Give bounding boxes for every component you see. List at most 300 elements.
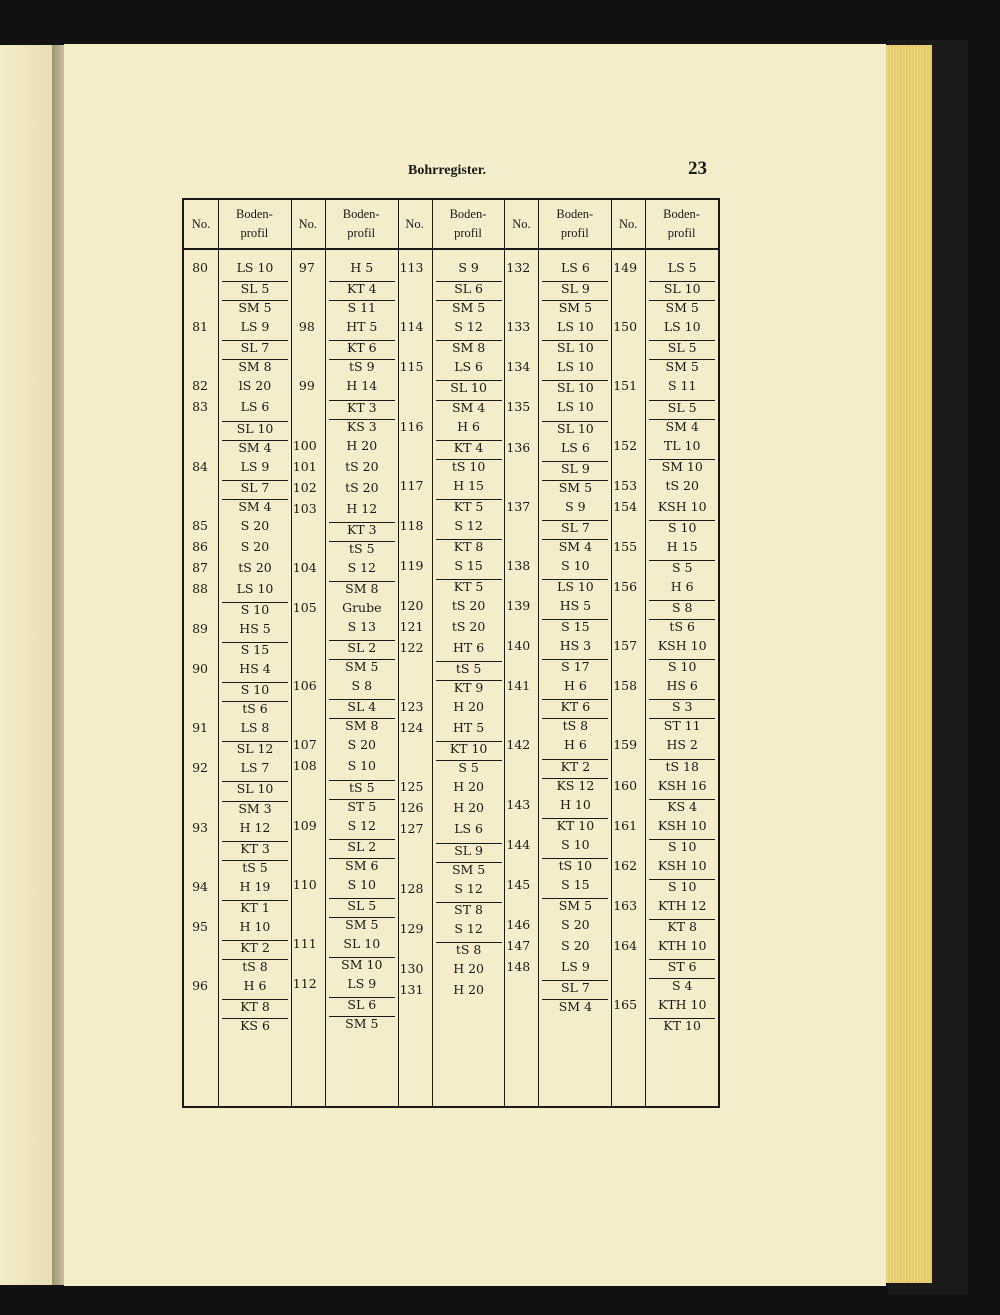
entry-number: 101 [292, 458, 317, 474]
column-divider [432, 200, 433, 1106]
header-profile: Boden- profil [235, 207, 273, 240]
profile-line: KT 8 [222, 999, 288, 1014]
profile-line: tS 20 [451, 619, 486, 634]
profile-line: LS 10 [542, 579, 608, 594]
entry-number: 148 [506, 958, 531, 974]
profile-line: LS 10 [557, 319, 594, 335]
profile-line: KT 5 [436, 499, 502, 514]
profile-line: SM 4 [542, 999, 608, 1014]
entry-number: 80 [192, 260, 208, 275]
profile-line: H 6 [243, 978, 267, 993]
profile-line: SL 5 [649, 400, 715, 415]
entry-number: 94 [192, 878, 208, 894]
column-divider [218, 200, 219, 1106]
profile-line: HT 5 [346, 319, 378, 335]
profile-line: tS 10 [436, 459, 502, 474]
profile-line: SM 5 [436, 300, 502, 315]
profile-line: KTH 10 [657, 937, 707, 953]
entry-number: 160 [613, 777, 638, 793]
profile-line: LS 9 [240, 319, 270, 335]
profile-line: ST 8 [436, 902, 502, 917]
profile-line: S 9 [458, 260, 479, 275]
entry-number: 124 [399, 720, 424, 736]
entry-number: 112 [292, 976, 317, 992]
profile-line: SM 5 [329, 659, 395, 674]
header-divider [184, 248, 718, 250]
profile-line: SM 4 [649, 419, 715, 434]
profile-line: SM 5 [542, 300, 608, 315]
profile-line: KT 10 [649, 1018, 715, 1033]
profile-line: HS 3 [559, 638, 592, 654]
profile-line: S 4 [649, 978, 715, 993]
entry-number: 128 [399, 880, 424, 896]
page-number: 23 [688, 158, 707, 179]
profile-line: H 20 [453, 699, 484, 715]
entry-number: 129 [399, 920, 424, 936]
profile-line: KT 10 [436, 741, 502, 756]
profile-line: LS 10 [557, 399, 594, 415]
profile-line: SM 4 [222, 440, 288, 455]
entry-number: 133 [506, 319, 531, 335]
entry-number: 146 [506, 916, 531, 932]
entry-number: 154 [613, 498, 638, 514]
profile-line: H 6 [457, 418, 480, 434]
profile-line: LS 5 [667, 260, 697, 275]
profile-line: S 15 [222, 642, 288, 657]
profile-line: H 12 [346, 500, 378, 516]
profile-line: LS 10 [236, 260, 274, 275]
header-no: No. [298, 216, 317, 231]
profile-line: KS 3 [329, 419, 395, 434]
entry-number: 81 [192, 319, 208, 335]
entry-number: 158 [613, 678, 638, 694]
entry-number: 109 [292, 817, 317, 833]
profile-line: LS 6 [454, 359, 483, 375]
entry-number: 136 [506, 439, 531, 455]
profile-line: KT 4 [436, 440, 502, 455]
header-profile: Boden- profil [342, 207, 380, 240]
profile-line: KSH 10 [657, 638, 707, 654]
entry-number: 121 [399, 619, 424, 634]
profile-line: H 6 [563, 678, 587, 694]
profile-line: LS 7 [240, 760, 270, 776]
entry-number: 149 [613, 260, 638, 275]
page-edges [880, 45, 932, 1283]
profile-line: HS 5 [239, 620, 271, 636]
profile-line: SL 9 [542, 461, 608, 476]
entry-number: 122 [399, 640, 424, 655]
entry-number: 151 [613, 378, 638, 394]
profile-line: KT 3 [329, 522, 395, 537]
profile-line: H 15 [453, 477, 484, 493]
profile-line: S 12 [454, 319, 483, 335]
profile-line: LS 10 [557, 359, 594, 375]
profile-line: S 5 [649, 560, 715, 575]
profile-line: S 9 [565, 498, 586, 514]
column-divider [611, 200, 612, 1106]
profile-line: S 20 [561, 916, 590, 932]
entry-number: 99 [298, 378, 315, 394]
profile-line: TL 10 [663, 437, 701, 453]
entry-number: 163 [613, 897, 638, 913]
entry-number: 138 [506, 557, 531, 573]
profile-line: KT 6 [329, 340, 395, 355]
profile-line: LS 10 [663, 319, 701, 335]
entry-number: 127 [399, 821, 424, 837]
profile-line: S 10 [649, 839, 715, 854]
profile-line: SM 5 [329, 917, 395, 932]
profile-line: SM 10 [329, 957, 395, 972]
entry-number: 125 [399, 779, 424, 795]
profile-line: tS 8 [542, 718, 608, 733]
profile-line: S 11 [667, 378, 697, 394]
entry-number: 106 [292, 678, 317, 694]
entry-number: 123 [399, 699, 424, 715]
profile-line: tS 5 [329, 541, 395, 556]
profile-line: SM 6 [329, 858, 395, 873]
entry-number: 89 [192, 620, 208, 636]
entry-number: 150 [613, 319, 638, 335]
entry-number: 137 [506, 498, 531, 514]
profile-line: HT 6 [453, 640, 485, 655]
entry-number: 98 [298, 319, 315, 335]
profile-line: KT 4 [329, 281, 395, 296]
entry-number: 120 [399, 598, 424, 613]
profile-line: SL 10 [222, 781, 288, 796]
profile-line: SM 5 [436, 862, 502, 877]
entry-number: 132 [506, 260, 531, 275]
entry-number: 117 [399, 477, 424, 493]
profile-line: tS 8 [222, 959, 288, 974]
profile-line: H 20 [453, 779, 484, 795]
profile-line: SM 10 [649, 459, 715, 474]
profile-line: ST 6 [649, 959, 715, 974]
profile-line: S 15 [561, 876, 590, 892]
profile-line: KTH 10 [657, 997, 707, 1013]
entry-number: 162 [613, 857, 638, 873]
profile-line: tS 20 [345, 479, 379, 495]
entry-number: 143 [506, 796, 531, 812]
profile-line: H 20 [453, 800, 484, 816]
profile-line: H 20 [453, 981, 484, 997]
profile-line: S 12 [454, 517, 483, 533]
entry-number: 114 [399, 319, 424, 335]
profile-line: S 10 [561, 557, 590, 573]
profile-line: ST 11 [649, 718, 715, 733]
profile-line: S 10 [222, 682, 288, 697]
profile-line: lS 20 [238, 378, 272, 394]
profile-line: SM 5 [542, 898, 608, 913]
profile-line: S 15 [454, 557, 483, 573]
column-divider [325, 200, 326, 1106]
profile-line: KT 2 [222, 940, 288, 955]
profile-line: SL 10 [222, 421, 288, 436]
column-divider [291, 200, 292, 1106]
entry-number: 91 [192, 720, 208, 736]
profile-line: H 20 [346, 437, 378, 453]
profile-line: SL 6 [436, 281, 502, 296]
profile-line: SL 10 [542, 380, 608, 395]
profile-line: tS 10 [542, 858, 608, 873]
header-profile: Boden- profil [449, 207, 487, 240]
entry-number: 144 [506, 836, 531, 852]
profile-line: KSH 16 [657, 777, 707, 793]
profile-line: ST 5 [329, 799, 395, 814]
profile-line: SM 5 [649, 359, 715, 374]
entry-number: 96 [192, 978, 208, 993]
profile-line: SM 8 [329, 718, 395, 733]
entry-number: 139 [506, 598, 531, 613]
profile-line: S 12 [454, 920, 483, 936]
entry-number: 118 [399, 517, 424, 533]
entry-number: 107 [292, 737, 317, 753]
entry-number: 85 [192, 517, 208, 533]
profile-line: KTH 12 [657, 897, 707, 913]
profile-line: Grube [342, 599, 382, 615]
profile-line: SM 5 [649, 300, 715, 315]
profile-line: KSH 10 [657, 498, 707, 514]
header-no: No. [512, 216, 531, 231]
profile-line: SL 10 [343, 936, 381, 951]
profile-line: LS 8 [240, 720, 270, 736]
column-divider [645, 200, 646, 1106]
profile-line: S 10 [347, 758, 377, 774]
profile-line: tS 6 [222, 701, 288, 716]
column-divider [538, 200, 539, 1106]
profile-line: SL 4 [329, 699, 395, 714]
profile-line: LS 6 [454, 821, 483, 837]
column-divider [398, 200, 399, 1106]
profile-line: S 12 [347, 817, 377, 833]
entry-number: 119 [399, 557, 424, 573]
profile-line: HS 6 [666, 678, 698, 694]
header-no: No. [618, 216, 638, 231]
profile-line: tS 18 [649, 759, 715, 774]
profile-line: HT 5 [453, 720, 485, 736]
profile-line: tS 8 [436, 942, 502, 957]
profile-line: S 10 [649, 520, 715, 535]
profile-line: tS 20 [345, 458, 379, 474]
profile-line: LS 6 [240, 399, 270, 415]
profile-line: S 10 [222, 602, 288, 617]
entry-number: 97 [298, 260, 315, 275]
entry-number: 152 [613, 437, 638, 453]
entry-number: 90 [192, 661, 208, 676]
entry-number: 126 [399, 800, 424, 816]
profile-line: SL 10 [542, 421, 608, 436]
profile-line: H 10 [560, 796, 591, 812]
profile-line: KT 10 [542, 818, 608, 833]
profile-line: KSH 10 [657, 857, 707, 873]
profile-line: KT 9 [436, 680, 502, 695]
profile-line: tS 20 [451, 598, 486, 613]
entry-number: 159 [613, 737, 638, 753]
profile-line: LS 9 [240, 458, 270, 474]
profile-line: LS 10 [236, 580, 274, 596]
profile-line: SL 5 [222, 281, 288, 296]
entry-number: 142 [506, 737, 531, 753]
entry-number: 100 [292, 437, 317, 453]
entry-number: 104 [292, 559, 317, 575]
entry-number: 113 [399, 260, 424, 275]
profile-line: SM 5 [222, 300, 288, 315]
profile-line: SM 3 [222, 801, 288, 816]
profile-line: HS 4 [239, 661, 271, 676]
entry-number: 83 [192, 399, 208, 415]
profile-line: H 6 [563, 737, 587, 753]
profile-line: SL 9 [436, 843, 502, 858]
profile-line: S 10 [561, 836, 590, 852]
profile-line: H 10 [239, 918, 271, 934]
profile-line: KS 12 [542, 778, 608, 793]
entry-number: 111 [292, 936, 317, 951]
profile-line: LS 6 [560, 439, 590, 455]
entry-number: 147 [506, 937, 531, 953]
entry-number: 115 [399, 359, 424, 375]
column-divider [504, 200, 505, 1106]
profile-line: SM 4 [436, 400, 502, 415]
profile-line: S 8 [351, 678, 373, 694]
profile-line: SL 10 [649, 281, 715, 296]
header-no: No. [191, 216, 211, 231]
profile-line: HS 5 [559, 598, 592, 613]
profile-line: tS 6 [649, 619, 715, 634]
profile-line: SL 12 [222, 741, 288, 756]
profile-line: S 12 [347, 559, 377, 575]
entry-number: 153 [613, 477, 638, 493]
profile-line: H 5 [350, 260, 374, 275]
header-profile: Boden- profil [556, 207, 594, 240]
profile-line: SL 7 [222, 340, 288, 355]
profile-line: tS 20 [665, 477, 699, 493]
profile-line: SM 8 [222, 359, 288, 374]
entry-number: 131 [399, 981, 424, 997]
profile-line: SM 4 [222, 499, 288, 514]
profile-line: KSH 10 [657, 817, 707, 833]
entry-number: 103 [292, 500, 317, 516]
profile-line: S 17 [542, 659, 608, 674]
entry-number: 164 [613, 937, 638, 953]
header-profile: Boden- profil [663, 207, 700, 240]
entry-number: 95 [192, 918, 208, 934]
header-no: No. [405, 216, 424, 231]
profile-line: H 6 [670, 578, 694, 594]
entry-number: 93 [192, 819, 208, 835]
profile-line: tS 5 [329, 780, 395, 795]
profile-line: KT 5 [436, 579, 502, 594]
entry-number: 135 [506, 399, 531, 415]
bohrregister-table [182, 198, 720, 1108]
profile-line: KT 8 [649, 919, 715, 934]
profile-line: H 14 [346, 378, 378, 394]
profile-line: LS 9 [560, 958, 590, 974]
profile-line: SM 8 [436, 340, 502, 355]
profile-line: KT 3 [222, 841, 288, 856]
entry-number: 92 [192, 760, 208, 776]
profile-line: tS 9 [329, 359, 395, 374]
profile-line: SM 8 [329, 581, 395, 596]
profile-line: SL 2 [329, 839, 395, 854]
profile-line: S 20 [240, 538, 270, 554]
profile-line: SL 6 [329, 997, 395, 1012]
entry-number: 84 [192, 458, 208, 474]
profile-line: KT 1 [222, 900, 288, 915]
profile-line: SM 4 [542, 539, 608, 554]
left-page-edge [0, 45, 52, 1285]
entry-number: 161 [613, 817, 638, 833]
profile-line: S 10 [649, 879, 715, 894]
profile-line: KT 8 [436, 539, 502, 554]
profile-line: S 10 [649, 659, 715, 674]
profile-line: S 20 [240, 517, 270, 533]
profile-line: KS 4 [649, 799, 715, 814]
entry-number: 130 [399, 960, 424, 976]
profile-line: SL 5 [649, 340, 715, 355]
profile-line: LS 9 [347, 976, 377, 992]
entry-number: 108 [292, 758, 317, 774]
entry-number: 156 [613, 578, 638, 594]
profile-line: S 3 [649, 699, 715, 714]
profile-line: SL 7 [222, 480, 288, 495]
profile-line: SM 5 [542, 480, 608, 495]
entry-number: 82 [192, 378, 208, 394]
profile-line: SL 7 [542, 980, 608, 995]
profile-line: S 12 [454, 880, 483, 896]
entry-number: 102 [292, 479, 317, 495]
profile-line: SL 5 [329, 898, 395, 913]
profile-line: HS 2 [666, 737, 698, 753]
profile-line: S 13 [347, 619, 377, 634]
profile-line: H 15 [666, 538, 698, 554]
profile-line: H 12 [239, 819, 271, 835]
profile-line: LS 6 [560, 260, 590, 275]
profile-line: KT 2 [542, 759, 608, 774]
profile-line: H 19 [239, 878, 271, 894]
entry-number: 87 [192, 559, 208, 575]
profile-line: S 10 [347, 876, 377, 892]
entry-number: 157 [613, 638, 638, 654]
profile-line: SL 9 [542, 281, 608, 296]
profile-line: S 5 [436, 760, 502, 775]
entry-number: 86 [192, 538, 208, 554]
profile-line: H 20 [453, 960, 484, 976]
entry-number: 88 [192, 580, 208, 596]
entry-number: 134 [506, 359, 531, 375]
entry-number: 140 [506, 638, 531, 654]
profile-line: S 11 [329, 300, 395, 315]
profile-line: KT 6 [542, 699, 608, 714]
running-head: Bohrregister. [408, 163, 487, 178]
profile-line: S 8 [649, 600, 715, 615]
profile-line: KT 3 [329, 400, 395, 415]
entry-number: 165 [613, 997, 638, 1013]
profile-line: SL 10 [542, 340, 608, 355]
profile-line: tS 20 [238, 559, 272, 575]
profile-line: SL 2 [329, 640, 395, 655]
entry-number: 145 [506, 876, 531, 892]
profile-line: SL 10 [436, 380, 502, 395]
profile-line: SM 5 [329, 1016, 395, 1031]
entry-number: 116 [399, 418, 424, 434]
entry-number: 105 [292, 599, 317, 615]
entry-number: 141 [506, 678, 531, 694]
entry-number: 155 [613, 538, 638, 554]
profile-line: SL 7 [542, 520, 608, 535]
profile-line: S 20 [347, 737, 377, 753]
profile-line: S 20 [561, 937, 590, 953]
entry-number: 110 [292, 876, 317, 892]
profile-line: tS 5 [436, 661, 502, 676]
